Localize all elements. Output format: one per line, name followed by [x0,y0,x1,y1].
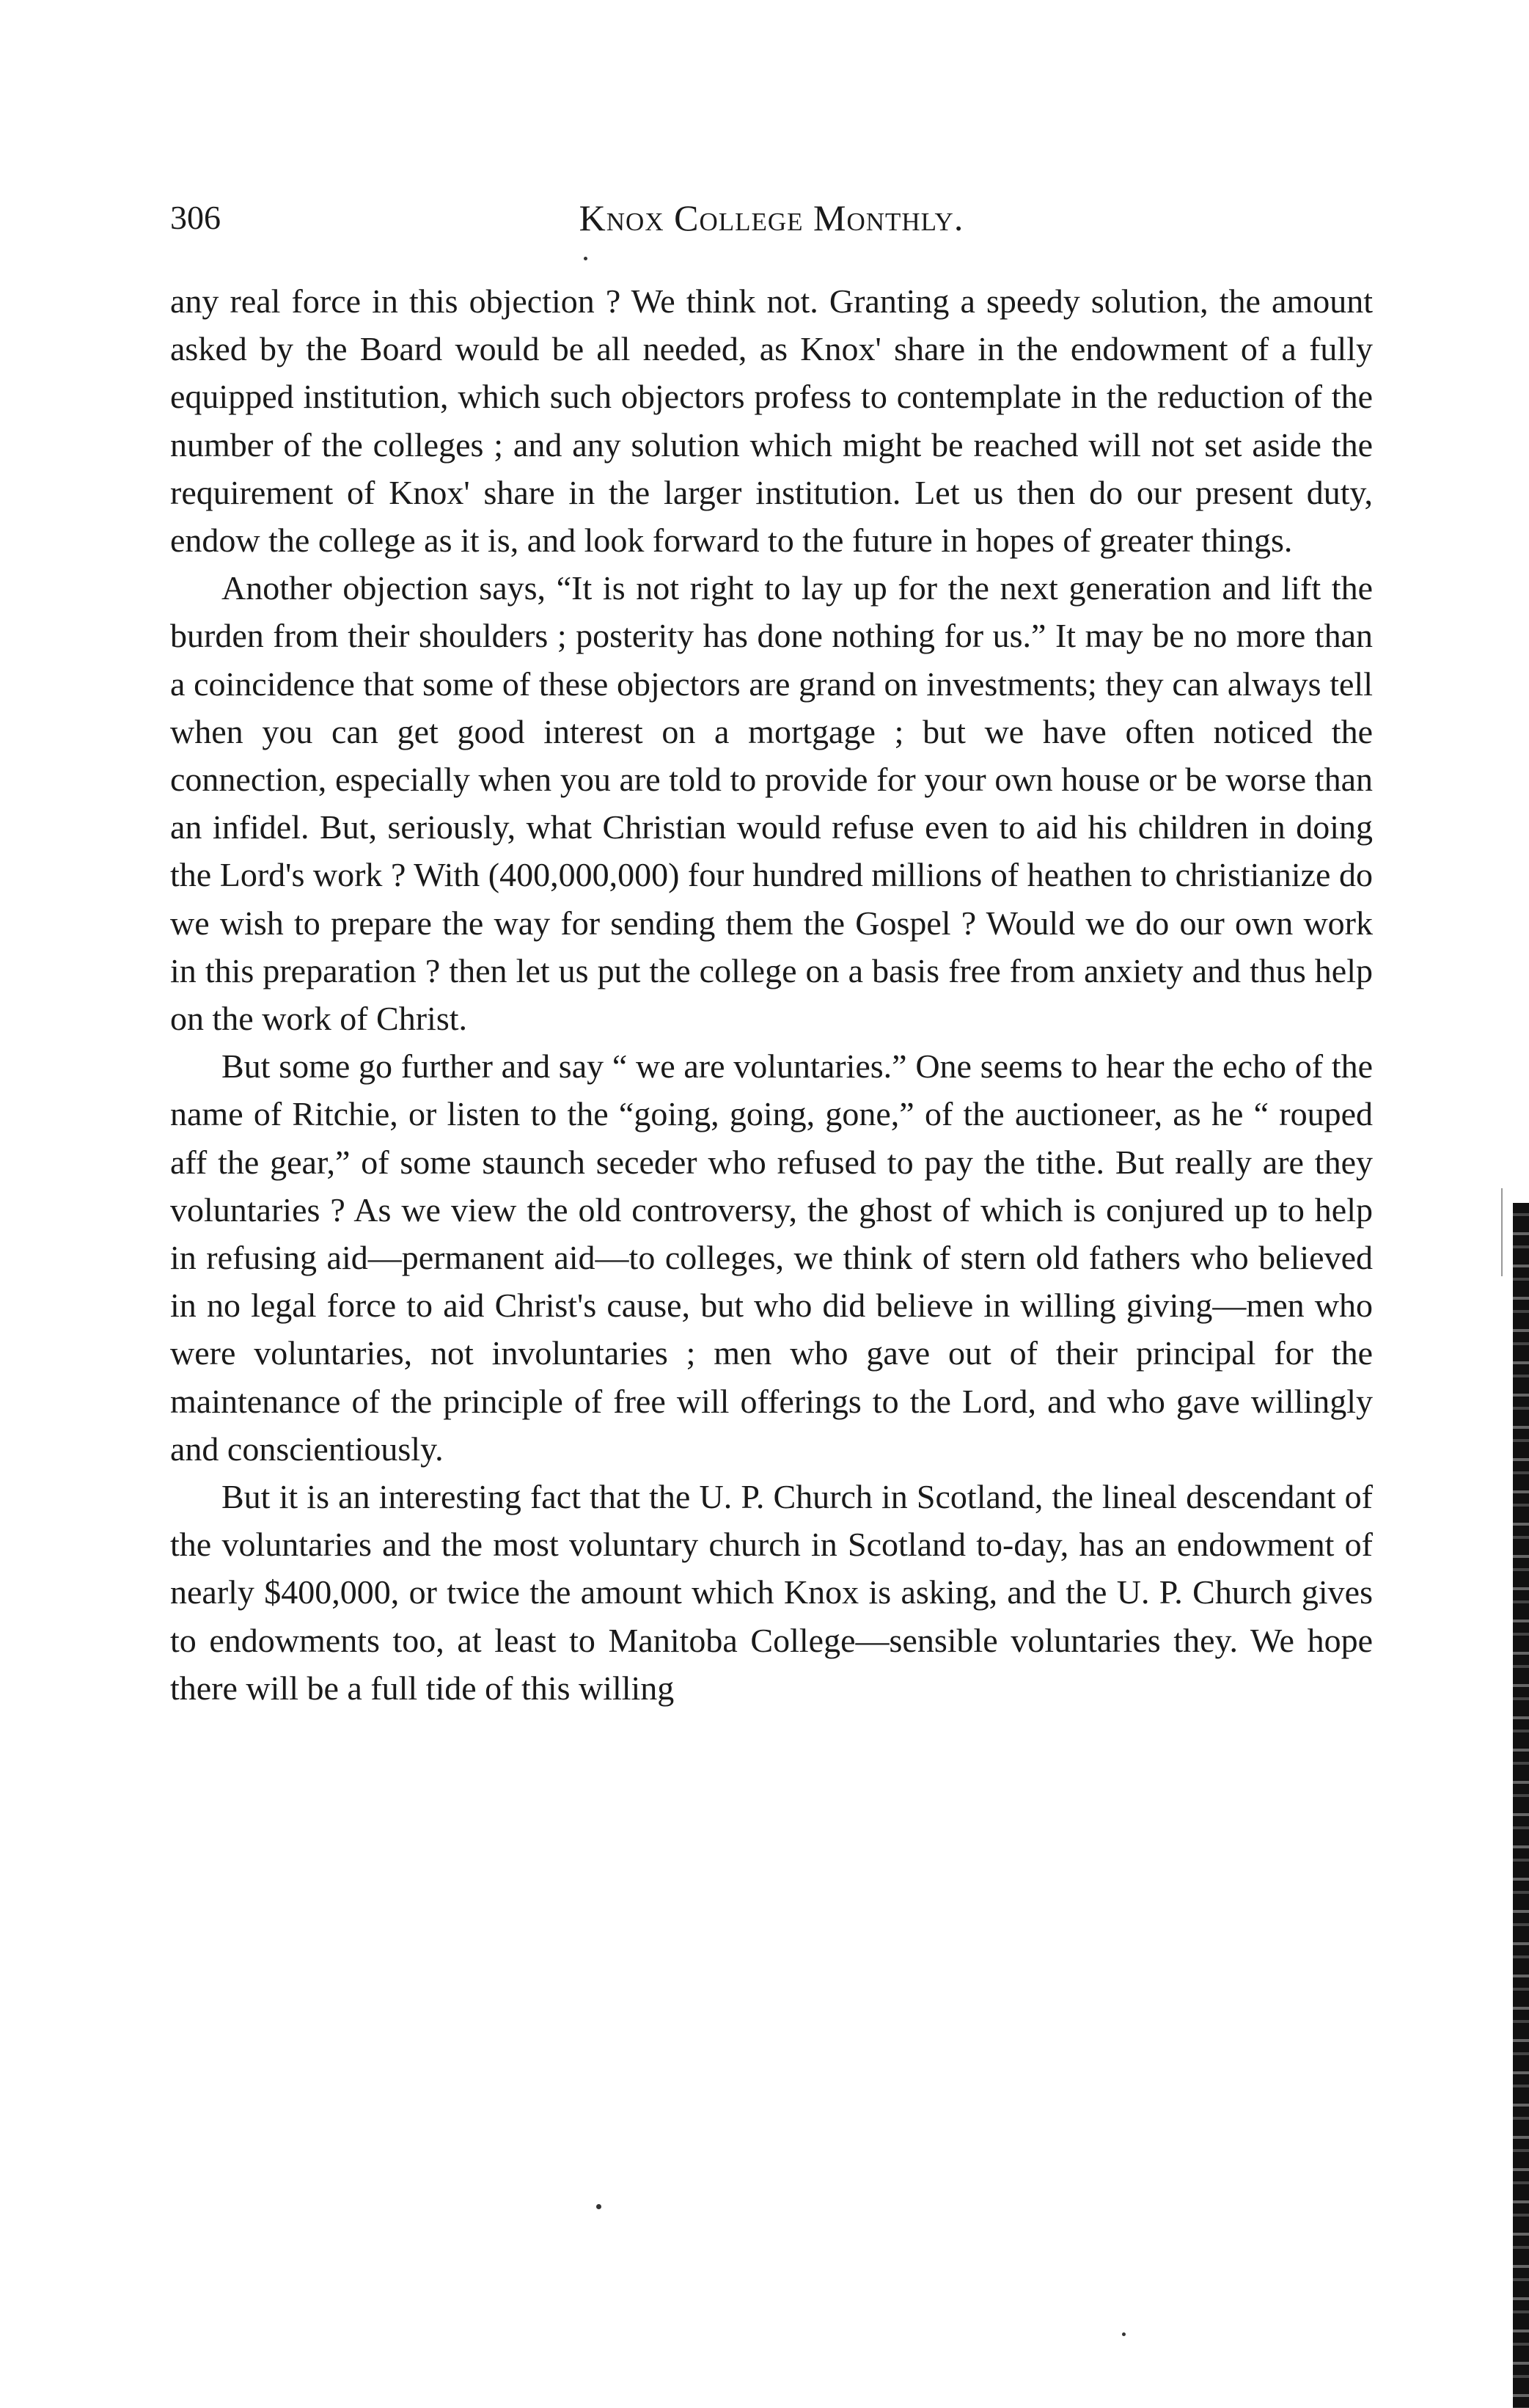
page-number: 306 [170,199,221,236]
paragraph-3: But some go further and say “ we are voluntaries.” One seems to hear the echo of the name of Ritchie, or listen to the “going, going, gone,” of the auctioneer, as he “ rouped aff the gear,” of some staunch seceder who refused to pay the tithe. But really are they voluntaries ? As we view the old controversy, the ghost of which is conjured up to help in refusing aid—permanent aid—to colleges, we think of stern old fathers who believed in no legal force to aid Christ's cause, but who did believe in willing giving—men who were voluntaries, not involuntaries ; men who gave out of their principal for the maintenance of the principle of free will offerings to the Lord, and who gave willingly and conscientiously. [170,1047,1373,1468]
paragraph-4: But it is an interesting fact that the U. P. Church in Scotland, the lineal descendant of the voluntaries and the most voluntary church in Scotland to-day, has an endowment of nearly $400,000, or twice the amount which Knox is asking, and the U. P. Church gives to endowments too, at least to Manitoba College—sensible voluntaries they. We hope there will be a full tide of this willing [170,1478,1373,1707]
decorative-dot-top [584,257,587,260]
scan-edge-shadow [1513,1203,1529,2408]
scan-edge-mark [1501,1188,1503,1276]
paragraph-2: Another objection says, “It is not right to lay up for the next generation and lift the burden from their shoulders ; posterity has done nothing for us.” It may be no more than a coincidence that some of these objectors are grand on investments; they can always tell when you can get good interest on a mortgage ; but we have often noticed the connection, especially when you are told to provide for your own house or be worse than an infidel. But, seriously, what Christian would refuse even to aid his children in doing the Lord's work ? With (400,000,000) four hundred millions of heathen to christianize do we wish to prepare the way for sending them the Gospel ? Would we do our own work in this preparation ? then let us put the college on a basis free from anxiety and thus help on the work of Christ. [170,569,1373,1038]
body-text [170,277,1373,1712]
decorative-dot-bottom-right [1122,2332,1126,2336]
decorative-dot-bottom [596,2204,601,2209]
journal-title: Knox College Monthly. [579,197,964,238]
running-head [170,192,1373,244]
paragraph-1: any real force in this objection ? We think not. Granting a speedy solution, the amount asked by the Board would be all needed, as Knox' share in the endowment of a fully equipped institution, which such objectors profess to contemplate in the reduction of the number of the colleges ; and any solution which might be reached will not set aside the requirement of Knox' share in the larger institution. Let us then do our present duty, endow the college as it is, and look forward to the future in hopes of greater things. [170,282,1373,560]
